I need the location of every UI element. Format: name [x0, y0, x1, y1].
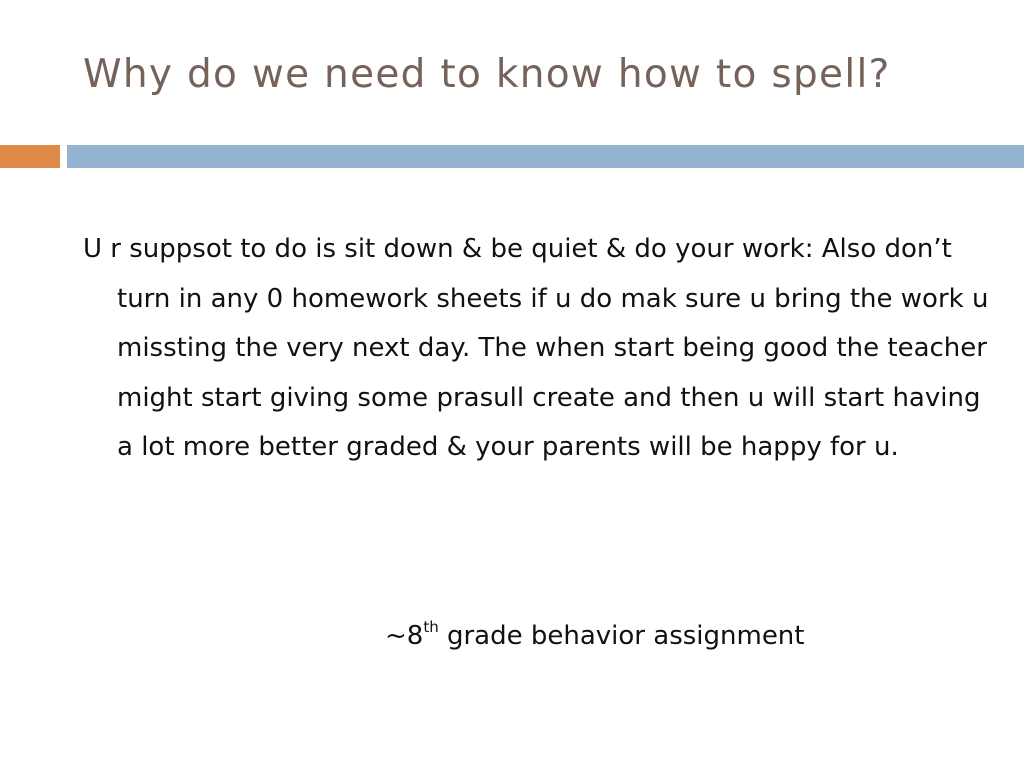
attribution-prefix: ~8	[385, 621, 424, 651]
slide-title: Why do we need to know how to spell?	[83, 52, 891, 97]
accent-bar-orange	[0, 145, 60, 168]
attribution	[385, 612, 985, 662]
attribution-suffix: grade behavior assignment	[438, 621, 805, 651]
accent-bar-blue	[67, 145, 1024, 168]
attribution-superscript: th	[423, 618, 439, 636]
body-paragraph: U r suppsot to do is sit down & be quiet & do your work: Also don’t turn in any 0 homework sheets if u do mak sure u bring the work u missting the very next day. The when start being good the teacher might start giving some prasull create and then u will start having a lot more better graded & your parents will be happy for u.	[83, 234, 989, 462]
